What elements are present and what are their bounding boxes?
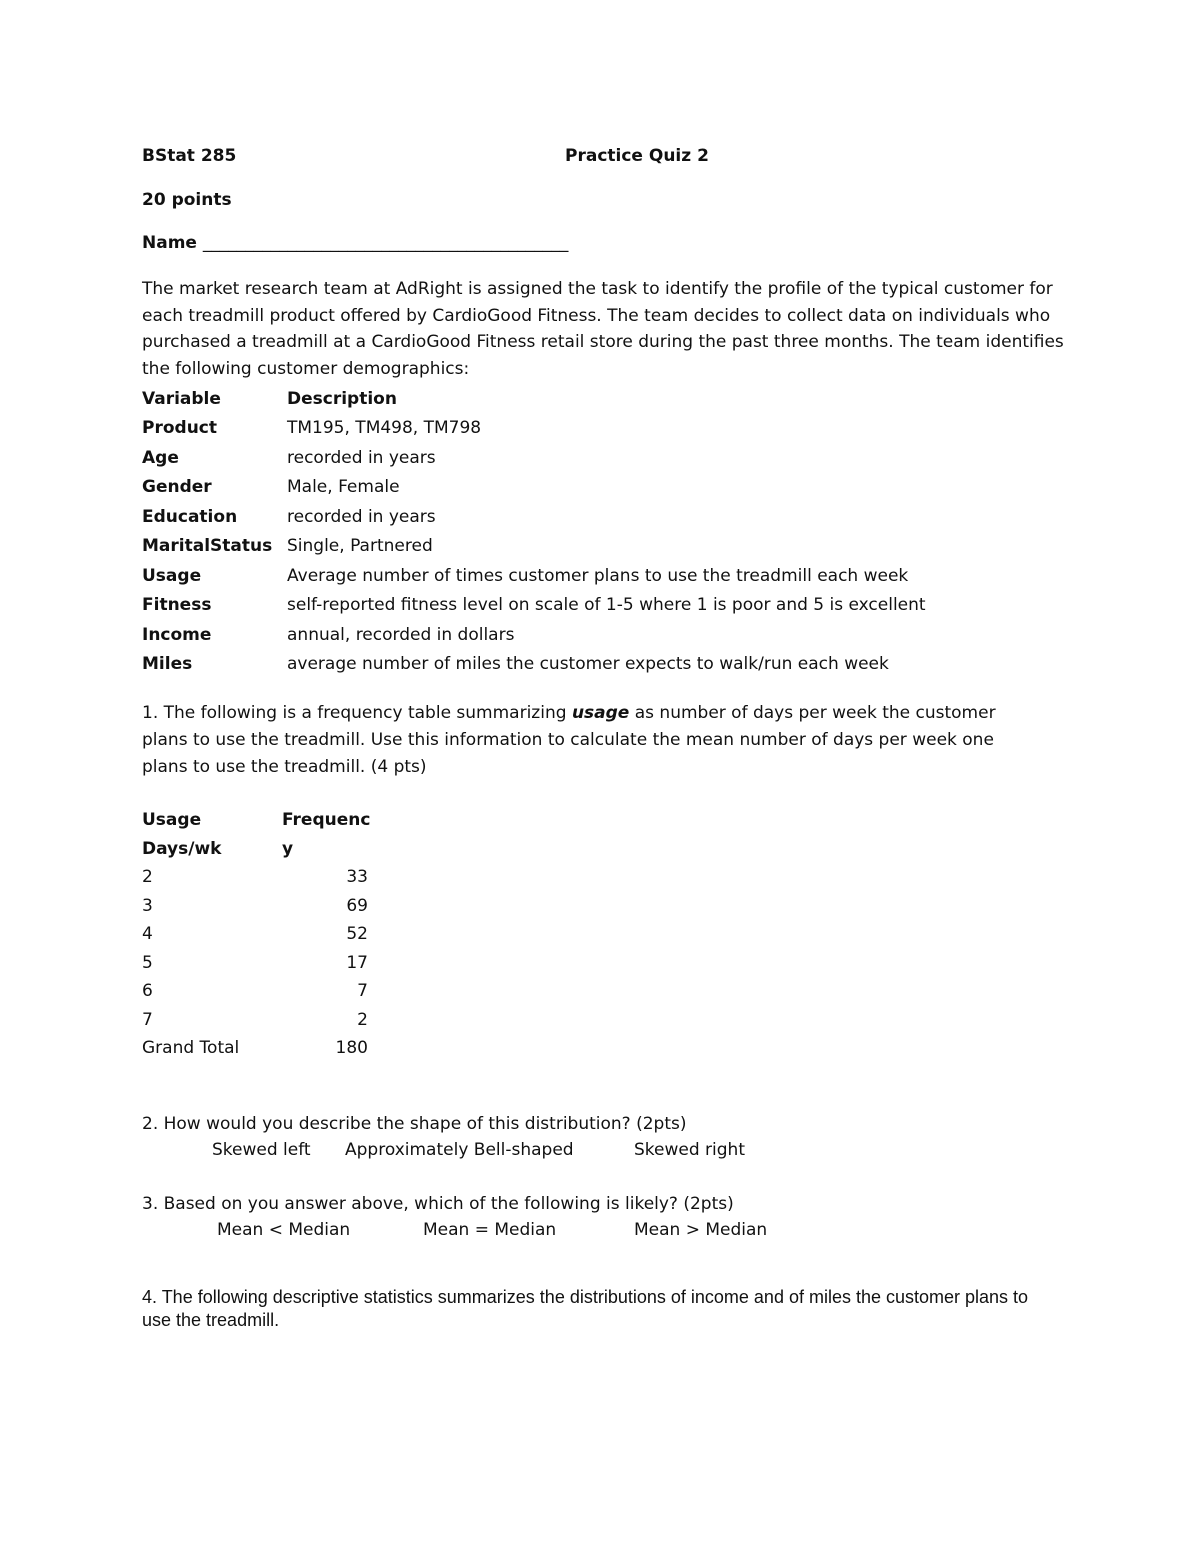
variable-name: Fitness: [142, 595, 212, 616]
course-title: BStat 285: [142, 146, 237, 166]
points-label: 20 points: [142, 190, 232, 210]
variables-header-row: [142, 384, 926, 414]
table-row: [142, 863, 370, 892]
question-1-text-before: The following is a frequency table summarizing: [163, 703, 572, 723]
variable-description: annual, recorded in dollars: [287, 624, 515, 645]
q3-option-mean-greater[interactable]: Mean > Median: [634, 1220, 768, 1240]
variable-row: [142, 443, 926, 473]
intro-paragraph: The market research team at AdRight is assigned the task to identify the profile of the typical customer for each treadmill product offered by CardioGood Fitness. The team decides to collect data on individuals who purchased a treadmill at a CardioGood Fitness retail store during the past three months. The team identifies the following customer demographics:: [142, 279, 1064, 379]
grand-total-row: [142, 1034, 370, 1063]
usage-days: 3: [142, 895, 153, 916]
usage-header-row-2: [142, 835, 370, 864]
variable-row: [142, 561, 926, 591]
variable-description: average number of miles the customer expects to walk/run each week: [287, 654, 889, 675]
variable-header: Variable: [142, 388, 221, 409]
variable-description: self-reported fitness level on scale of 1-5 where 1 is poor and 5 is excellent: [287, 595, 926, 616]
variable-description: recorded in years: [287, 506, 436, 527]
q3-option-mean-less[interactable]: Mean < Median: [217, 1220, 351, 1240]
question-4: 4. The following descriptive statistics summarizes the distributions of income and of miles the customer plans to use the treadmill.: [142, 1287, 1029, 1330]
variable-name: Income: [142, 624, 212, 645]
grand-total-value: 180: [335, 1038, 368, 1059]
variable-description: recorded in years: [287, 447, 436, 468]
question-3: 3. Based on you answer above, which of the following is likely? (2pts): [142, 1194, 734, 1214]
variable-name: Age: [142, 447, 179, 468]
variable-name: Product: [142, 418, 217, 439]
usage-days: 6: [142, 981, 153, 1002]
usage-frequency: 69: [346, 895, 368, 916]
variable-name: Education: [142, 506, 238, 527]
variable-row: [142, 620, 926, 650]
usage-days: 4: [142, 924, 153, 945]
table-row: [142, 892, 370, 921]
question-2: 2. How would you describe the shape of this distribution? (2pts): [142, 1114, 687, 1134]
variable-row: [142, 591, 926, 621]
usage-header: Usage: [142, 810, 202, 831]
frequency-header: Frequenc: [282, 810, 371, 831]
days-header: Days/wk: [142, 838, 222, 859]
usage-frequency: 2: [357, 1009, 368, 1030]
variables-table: [142, 384, 926, 679]
usage-frequency: 7: [357, 981, 368, 1002]
variable-row: [142, 532, 926, 562]
frequency-header-cont: y: [282, 838, 294, 859]
variable-description: Average number of times customer plans to use the treadmill each week: [287, 565, 909, 586]
variable-description: TM195, TM498, TM798: [287, 418, 482, 439]
question-1-text-after: as number of days per week the customer plans to use the treadmill. Use this information to calculate the mean number of days per week one plans to use the treadmill. (4 pts): [142, 703, 996, 777]
usage-frequency: 33: [346, 867, 368, 888]
usage-header-row-1: [142, 806, 370, 835]
usage-frequency: 52: [346, 924, 368, 945]
question-1: [142, 700, 1042, 781]
name-label: Name: [142, 233, 197, 253]
table-row: [142, 949, 370, 978]
usage-days: 5: [142, 952, 153, 973]
table-row: [142, 920, 370, 949]
usage-days: 2: [142, 867, 153, 888]
name-blank-line: ___________________________________________: [202, 233, 569, 253]
variable-name: Usage: [142, 565, 202, 586]
variable-name: Gender: [142, 477, 212, 498]
description-header: Description: [287, 388, 397, 409]
usage-frequency-table: [142, 806, 370, 1063]
variable-row: [142, 502, 926, 532]
table-row: [142, 977, 370, 1006]
table-row: [142, 1006, 370, 1035]
variable-name: Miles: [142, 654, 193, 675]
quiz-title: Practice Quiz 2: [565, 146, 709, 166]
q3-option-mean-equal[interactable]: Mean = Median: [423, 1220, 557, 1240]
usage-frequency: 17: [346, 952, 368, 973]
question-1-emphasis: usage: [571, 703, 630, 723]
q2-option-skewed-right[interactable]: Skewed right: [634, 1140, 745, 1160]
usage-days: 7: [142, 1009, 153, 1030]
name-row: [142, 230, 568, 256]
variable-row: [142, 414, 926, 444]
q2-option-bell-shaped[interactable]: Approximately Bell-shaped: [345, 1140, 574, 1160]
variable-description: Male, Female: [287, 477, 400, 498]
variable-row: [142, 650, 926, 680]
variable-name: MaritalStatus: [142, 536, 273, 557]
variable-description: Single, Partnered: [287, 536, 433, 557]
variable-row: [142, 473, 926, 503]
question-1-number: 1.: [142, 703, 159, 723]
q2-option-skewed-left[interactable]: Skewed left: [212, 1140, 311, 1160]
grand-total-label: Grand Total: [142, 1038, 240, 1059]
